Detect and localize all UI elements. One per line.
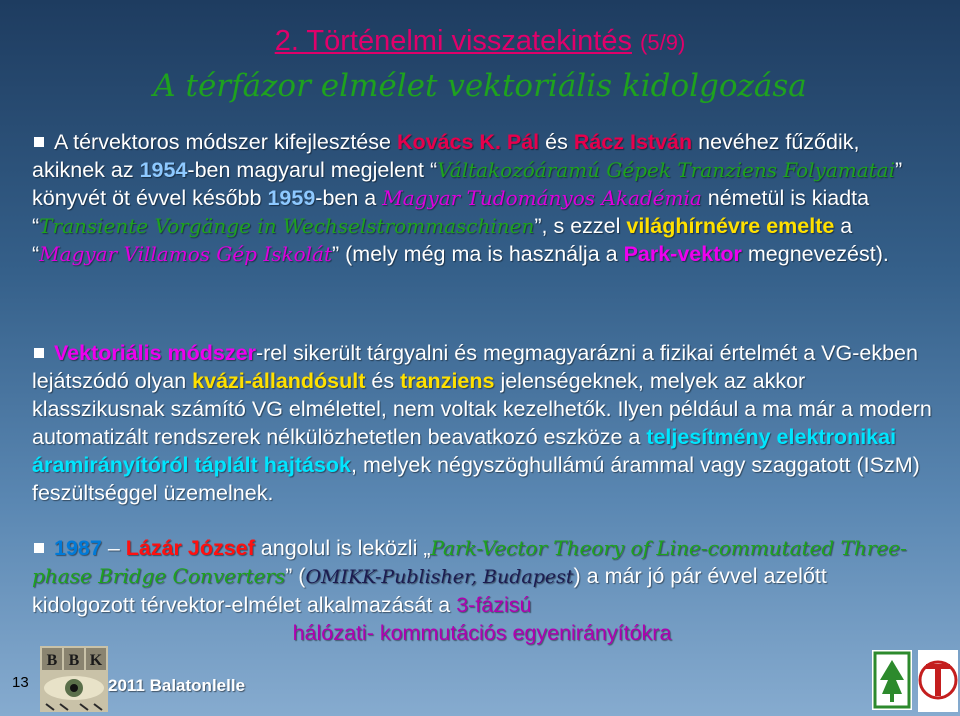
academy-name: Magyar Tudományos Akadémia [382,186,702,210]
slide-subtitle: A térfázor elmélet vektoriális kidolgozása [153,68,807,104]
three-phase-term: 3-fázisú [456,593,532,617]
book-title-en: Park-Vector Theory of Line-commutated Three-phase Bridge Converters [32,536,907,588]
green-tree-logo [872,650,912,710]
vector-method-term: Vektoriális módszer [54,341,256,365]
author-lazar: Lázár József [125,536,255,560]
quasi-steady-term: kvázi-állandósult [192,369,366,393]
text: A térvektoros módszer kifejlesztése [54,130,397,154]
paragraph-method [32,339,932,507]
event-label: 2011 Balatonlelle [108,676,246,695]
book-title-de: Transiente Vorgänge in Wechselstrommaschinen [39,214,535,238]
text: ” (mely még ma is használja a [332,242,624,266]
year-1954: 1954 [139,158,188,182]
text: -ben a [315,186,383,210]
logo-letter-3: K [89,652,103,669]
slide-fraction: (5/9) [640,30,686,55]
highlight-fame: világhírnévre emelte [626,214,835,238]
author-racz: Rácz István [573,130,693,154]
paragraph-history [32,128,932,268]
text: , melyek négyszöghullámú árammal vagy szaggatott (ISzM) feszültséggel üzemelnek. [32,453,920,505]
text: németül is kiadta “ [32,186,870,238]
text: megnevezést). [741,242,889,266]
paragraph-1987 [32,534,932,647]
school-name: Magyar Villamos Gép Iskolát [39,242,333,266]
text: ) a már jó pár évvel azelőtt kidolgozott térvektor-elmélet alkalmazását a [32,564,827,617]
bullet-icon [34,137,44,147]
converter-term: hálózati- kommutációs egyenirányítókra [292,621,672,645]
year-1987: 1987 [54,536,102,560]
book-title-hu: Váltakozóáramú Gépek Tranziens Folyamatai [437,158,896,182]
text: ” könyvét öt évvel később [32,158,903,210]
logo-letter-1: B [46,652,58,669]
bbk-logo [40,646,108,712]
slide-title-main: 2. Történelmi visszatekintés [274,25,632,57]
text: angolul is leközli „ [254,536,431,560]
text: jelenségeknek, melyek az akkor klasszikusnak számító VG elmélettel, nem voltak kezelhetők. Ilyen például a ma már a modern automatizált rendszerek nélkülözhetetlen beavatkozó eszköze a [32,369,932,449]
page-number: 13 [12,674,29,691]
text: ” ( [285,564,306,588]
bullet-icon [34,543,44,553]
slide-title [0,22,960,62]
text: -rel sikerült tárgyalni és megmagyarázni a fizikai értelmét a VG-ekben lejátszódó olyan [32,341,918,393]
text: -ben magyarul megjelent “ [187,158,438,182]
publisher: OMIKK-Publisher, Budapest [305,566,574,588]
red-t-logo [918,650,958,712]
text: – [101,536,126,560]
text: a “ [32,214,853,266]
power-electronics-term: teljesítmény elektronikai áramirányítóról táplált hajtások [32,425,897,477]
text: ”, s ezzel [534,214,627,238]
year-1959: 1959 [267,186,316,210]
text: és [365,369,401,393]
text: nevéhez fűződik, akiknek az [32,130,860,182]
bullet-icon [34,348,44,358]
logo-letter-2: B [68,652,80,669]
park-vector-term: Park-vektor [623,242,742,266]
transient-term: tranziens [400,369,495,393]
author-kovacs: Kovács K. Pál [396,130,540,154]
text: és [539,130,574,154]
